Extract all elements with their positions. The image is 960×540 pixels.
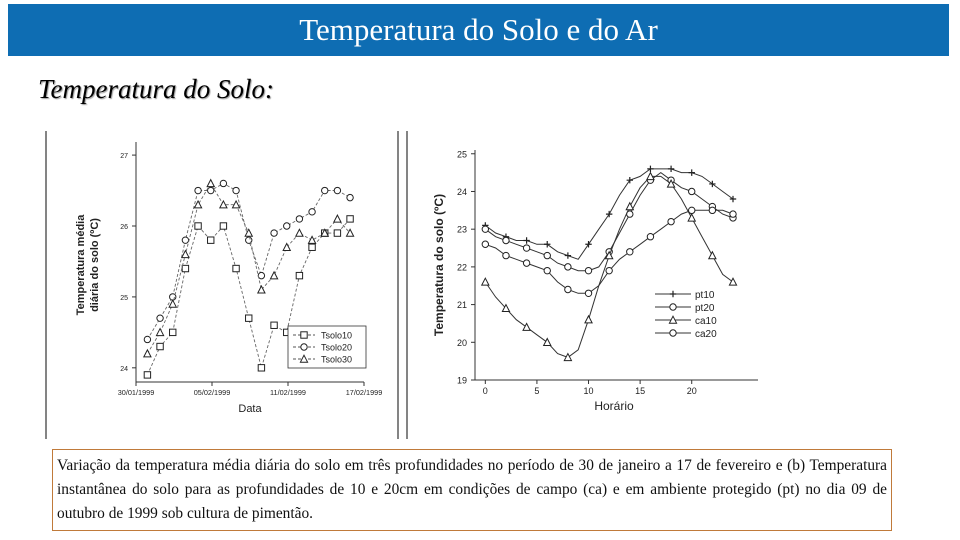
data-point-ca10: [482, 278, 489, 285]
y-tick-label: 24: [456, 186, 467, 197]
data-point-ca20: [709, 207, 715, 213]
data-point-Tsolo10: [309, 244, 315, 250]
data-point-pt10: [689, 169, 695, 175]
data-point-pt20: [523, 245, 529, 251]
data-point-pt20: [585, 267, 591, 273]
data-point-ca10: [544, 338, 551, 345]
data-point-Tsolo30: [144, 350, 151, 357]
legend-marker-ca20: [670, 330, 676, 336]
data-point-pt10: [565, 252, 571, 258]
data-point-Tsolo10: [208, 237, 214, 243]
data-point-Tsolo10: [195, 223, 201, 229]
x-tick-label: 20: [686, 386, 697, 396]
data-point-ca20: [585, 290, 591, 296]
data-point-Tsolo10: [246, 315, 252, 321]
x-tick-label: 30/01/1999: [117, 388, 155, 397]
legend-label-pt20: pt20: [695, 303, 715, 314]
x-axis-title: Data: [238, 403, 262, 415]
data-point-Tsolo20: [157, 315, 163, 321]
x-tick-label: 05/02/1999: [193, 388, 231, 397]
data-point-pt20: [565, 264, 571, 270]
data-point-Tsolo10: [347, 216, 353, 222]
data-point-Tsolo30: [169, 300, 176, 307]
legend-label-ca20: ca20: [695, 329, 717, 340]
y-tick-label: 20: [456, 337, 467, 348]
data-point-ca10: [564, 354, 571, 361]
y-tick-label: 24: [120, 365, 128, 373]
y-tick-label: 25: [120, 294, 128, 302]
legend-marker-pt20: [670, 304, 676, 310]
y-tick-label: 27: [120, 153, 128, 161]
data-point-Tsolo10: [170, 329, 176, 335]
y-axis-title: Temperatura do solo (ºC): [432, 193, 446, 337]
data-point-ca20: [606, 267, 612, 273]
y-axis-title-line1: Temperatura média: [75, 214, 87, 316]
legend-label-Tsolo20: Tsolo20: [321, 342, 353, 353]
data-point-Tsolo20: [334, 187, 340, 193]
x-tick-label: 0: [482, 386, 488, 396]
x-tick-label: 17/02/1999: [345, 388, 383, 397]
data-point-ca10: [523, 323, 530, 330]
data-point-Tsolo20: [284, 223, 290, 229]
data-point-Tsolo10: [271, 322, 277, 328]
data-point-Tsolo20: [144, 336, 150, 342]
legend-label-Tsolo10: Tsolo10: [321, 330, 353, 341]
data-point-Tsolo20: [220, 180, 226, 186]
section-title: Temperatura do Solo:: [38, 74, 275, 104]
data-point-ca20: [503, 252, 509, 258]
data-point-ca10: [709, 252, 716, 259]
y-tick-label: 21: [456, 300, 467, 311]
data-point-Tsolo20: [309, 209, 315, 215]
data-point-Tsolo10: [334, 230, 340, 236]
banner-title: Temperatura do Solo e do Ar: [299, 12, 658, 47]
data-point-Tsolo30: [207, 180, 214, 187]
legend-label-ca10: ca10: [695, 316, 717, 327]
legend-label-pt10: pt10: [695, 290, 715, 301]
chart-hourly-soil-temperature: [405, 128, 758, 442]
data-point-Tsolo20: [271, 230, 277, 236]
data-point-pt10: [668, 166, 674, 172]
x-tick-label: 10: [583, 386, 594, 396]
y-axis-title-line2: diária do solo (ºC): [89, 218, 101, 312]
data-point-pt20: [482, 226, 488, 232]
y-tick-label: 23: [456, 224, 467, 235]
data-point-Tsolo30: [156, 329, 163, 336]
data-point-Tsolo10: [220, 223, 226, 229]
data-point-Tsolo30: [296, 229, 303, 236]
x-tick-label: 15: [635, 386, 646, 396]
data-point-Tsolo10: [233, 265, 239, 271]
data-point-ca10: [729, 278, 736, 285]
y-tick-label: 25: [456, 149, 467, 160]
data-point-pt20: [544, 252, 550, 258]
data-point-ca20: [647, 234, 653, 240]
y-tick-label: 26: [120, 224, 128, 231]
data-point-ca20: [565, 286, 571, 292]
data-point-Tsolo10: [157, 343, 163, 349]
legend-label-Tsolo30: Tsolo30: [321, 354, 353, 365]
data-point-Tsolo10: [144, 372, 150, 378]
data-point-pt20: [503, 237, 509, 243]
legend-marker-pt10: [670, 291, 676, 297]
data-point-Tsolo30: [308, 236, 315, 243]
x-tick-label: 5: [534, 386, 540, 396]
data-point-ca10: [626, 203, 633, 210]
data-point-ca20: [689, 207, 695, 213]
x-axis-title: Horário: [594, 399, 634, 413]
data-point-pt20: [689, 188, 695, 194]
data-point-ca20: [627, 249, 633, 255]
data-point-Tsolo10: [296, 272, 302, 278]
data-point-Tsolo20: [347, 194, 353, 200]
data-point-ca20: [730, 211, 736, 217]
data-point-Tsolo20: [233, 187, 239, 193]
data-point-ca20: [523, 260, 529, 266]
data-point-Tsolo30: [270, 272, 277, 279]
data-point-pt10: [606, 211, 612, 217]
legend-marker-Tsolo10: [301, 332, 307, 338]
data-point-Tsolo30: [258, 286, 265, 293]
data-point-ca10: [585, 316, 592, 323]
data-point-ca10: [688, 214, 695, 221]
data-point-Tsolo10: [258, 365, 264, 371]
data-point-Tsolo30: [334, 215, 341, 222]
title-banner: [8, 4, 949, 56]
data-point-pt10: [523, 237, 529, 243]
data-point-Tsolo10: [182, 265, 188, 271]
x-tick-label: 11/02/1999: [270, 388, 306, 397]
data-point-pt10: [585, 241, 591, 247]
data-point-Tsolo30: [283, 243, 290, 250]
data-point-Tsolo20: [195, 187, 201, 193]
data-point-ca20: [668, 218, 674, 224]
data-point-pt10: [627, 177, 633, 183]
chart-daily-soil-temperature: [44, 128, 402, 442]
y-tick-label: 22: [456, 262, 467, 273]
legend-marker-Tsolo20: [301, 344, 307, 350]
data-point-Tsolo20: [182, 237, 188, 243]
data-point-ca20: [544, 267, 550, 273]
y-tick-label: 19: [456, 375, 467, 386]
data-point-ca20: [482, 241, 488, 247]
figure-caption: Variação da temperatura média diária do solo em três profundidades no período de 30 de janeiro a 17 de fevereiro e (b) Temperatura instantânea do solo para as profundidades de 10 e 20cm em condições de campo (ca) e em ambiente protegido (pt) no dia 09 de outubro de 1999 sob cultura de pimentão.: [52, 449, 892, 531]
data-point-Tsolo20: [296, 216, 302, 222]
data-point-Tsolo20: [208, 187, 214, 193]
data-point-Tsolo20: [322, 187, 328, 193]
